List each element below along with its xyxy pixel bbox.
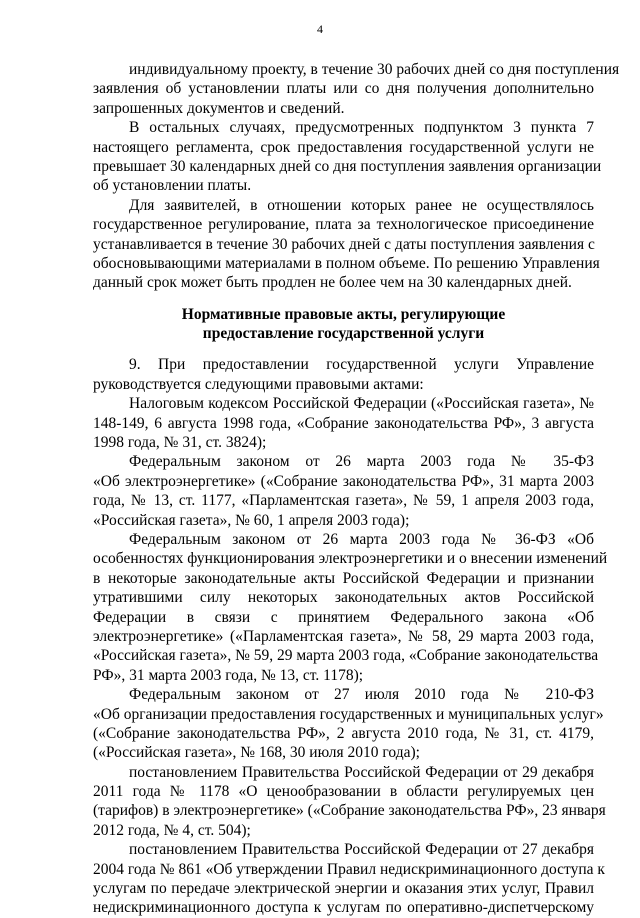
text-line: «Российская газета», № 59, 29 марта 2003 года, «Собрание законодательства	[93, 647, 599, 665]
text-line: (тарифов) в электроэнергетике» («Собрание законодательства РФ», 23 января	[93, 802, 606, 820]
text-line: 2004 года № 861 «Об утверждении Правил недискриминационного доступа к	[93, 860, 605, 878]
text-line: обосновывающими материалами в полном объеме. По решению Управления	[93, 254, 600, 272]
text-line: 2012 года, № 4, ст. 504);	[93, 821, 251, 839]
paragraph	[93, 685, 604, 763]
text-line: индивидуальному проекту, в течение 30 рабочих дней со дня поступления	[129, 61, 620, 78]
text-line: настоящего регламента, срок предоставления государственной услуги не	[93, 138, 594, 156]
text-line: Налоговым кодексом Российской Федерации («Российская газета», №	[129, 395, 594, 413]
text-line: превышает 30 календарных дней со дня поступления заявления организации	[93, 157, 602, 175]
text-line: устанавливается в течение 30 рабочих дней с даты поступления заявления с	[93, 235, 595, 253]
text-line: 2011 года № 1178 «О ценообразовании в области регулируемых цен	[93, 783, 594, 801]
paragraph	[93, 355, 594, 394]
text-line: Федеральным законом от 27 июля 2010 года № 210-ФЗ	[129, 686, 594, 704]
text-line: услугам по передаче электрической энергии и оказания этих услуг, Правил	[93, 880, 594, 898]
paragraph	[93, 840, 605, 918]
text-line: Федерации в связи с принятием Федерального закона «Об	[93, 608, 594, 626]
paragraph	[93, 60, 620, 118]
text-line: постановлением Правительства Российской Федерации от 29 декабря	[129, 763, 594, 781]
text-line: государственное регулирование, плата за технологическое присоединение	[93, 216, 594, 234]
paragraph	[93, 452, 594, 530]
text-line: В остальных случаях, предусмотренных подпунктом 3 пункта 7	[129, 119, 594, 137]
page-number: 4	[317, 22, 323, 36]
paragraph	[93, 763, 606, 841]
text-line: года, № 13, ст. 1177, «Парламентская газета», № 59, 1 апреля 2003 года,	[93, 492, 594, 510]
heading-line: Нормативные правовые акты, регулирующие	[181, 305, 506, 323]
text-line: «Российская газета», № 60, 1 апреля 2003 года);	[93, 511, 410, 529]
text-line: руководствуется следующими правовыми актами:	[93, 375, 424, 393]
text-line: недискриминационного доступа к услугам по оперативно-диспетчерскому	[93, 899, 594, 917]
paragraph	[93, 196, 600, 293]
section-spacer	[93, 343, 594, 355]
section-spacer	[93, 293, 594, 305]
text-line: («Российская газета», № 168, 30 июля 2010 года);	[93, 744, 420, 762]
text-line: Для заявителей, в отношении которых ранее не осуществлялось	[129, 196, 594, 214]
text-line: запрошенных документов и сведений.	[93, 99, 345, 117]
document-body	[93, 60, 620, 918]
text-line: данный срок может быть продлен не более чем на 30 календарных дней.	[93, 274, 572, 292]
text-line: утратившими силу некоторых законодательных актов Российской	[93, 589, 594, 607]
text-line: заявления об установлении платы или со дня получения дополнительно	[93, 80, 594, 98]
text-line: «Об организации предоставления государственных и муниципальных услуг»	[93, 705, 604, 723]
paragraph	[93, 394, 594, 452]
text-line: в некоторые законодательные акты Российской Федерации и признании	[93, 569, 594, 587]
text-line: постановлением Правительства Российской Федерации от 27 декабря	[129, 841, 594, 859]
text-line: об установлении платы.	[93, 177, 252, 195]
text-line: Федеральным законом от 26 марта 2003 года № 36-ФЗ «Об	[129, 530, 594, 548]
text-line: «Об электроэнергетике» («Собрание законодательства РФ», 31 марта 2003	[93, 472, 594, 490]
text-line: 148-149, 6 августа 1998 года, «Собрание законодательства РФ», 3 августа	[93, 414, 594, 432]
heading-line: предоставление государственной услуги	[202, 325, 485, 343]
text-line: 9. При предоставлении государственной услуги Управление	[129, 356, 594, 374]
text-line: особенностях функционирования электроэнергетики и о внесении изменений	[93, 550, 608, 568]
text-line: электроэнергетике» («Парламентская газета», № 58, 29 марта 2003 года,	[93, 627, 594, 645]
text-line: 1998 года, № 31, ст. 3824);	[93, 434, 267, 452]
paragraph	[93, 118, 602, 196]
section-heading	[93, 305, 594, 344]
text-line: РФ», 31 марта 2003 года, № 13, ст. 1178);	[93, 666, 364, 684]
paragraph	[93, 530, 608, 685]
text-line: («Собрание законодательства РФ», 2 августа 2010 года, № 31, ст. 4179,	[93, 724, 594, 742]
text-line: Федеральным законом от 26 марта 2003 года № 35-ФЗ	[129, 453, 594, 471]
